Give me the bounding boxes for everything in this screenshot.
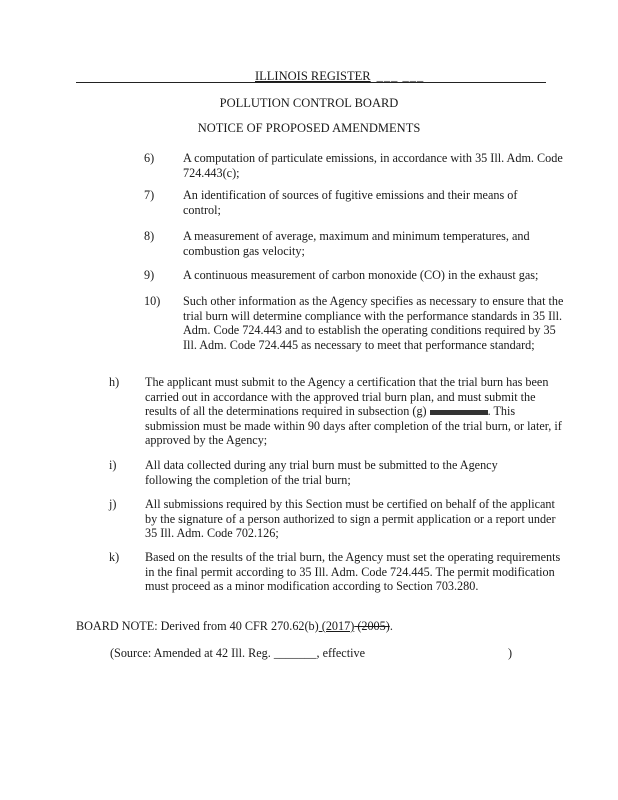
- item-number: 6): [144, 151, 155, 165]
- subsection-text: All data collected during any trial burn must be submitted to the Agency following the completion of the trial burn;: [145, 458, 498, 487]
- board-note-suffix: .: [389, 619, 393, 633]
- source-blank: _______: [270, 646, 317, 660]
- header-rule: [76, 82, 546, 83]
- board-note: [76, 619, 556, 634]
- notice-title: NOTICE OF PROPOSED AMENDMENTS: [197, 121, 421, 135]
- item-text: A measurement of average, maximum and minimum temperatures, and combustion gas velocity;: [183, 229, 530, 258]
- item-number: 9): [144, 268, 155, 282]
- item-text: A continuous measurement of carbon monoxide (CO) in the exhaust gas;: [183, 268, 539, 282]
- item-number: 10): [144, 294, 161, 308]
- source-line: [110, 646, 530, 661]
- item-text: Such other information as the Agency specifies as necessary to ensure that the trial burn will determine compliance with the performance standards in 35 Ill. Adm. Code 724.443 and to establish the operating conditions required by 35 Ill. Adm. Code 724.445 as necessary to meet that performance standard;: [183, 294, 564, 352]
- item-text: A computation of particulate emissions, in accordance with 35 Ill. Adm. Code 724.443(c);: [183, 151, 563, 180]
- subsection-letter: j): [109, 497, 117, 511]
- item-number: 7): [144, 188, 155, 202]
- subsection-letter: i): [109, 458, 117, 472]
- board-title: POLLUTION CONTROL BOARD: [219, 96, 399, 110]
- register-dashes: ___ ___: [376, 69, 425, 83]
- source-prefix: (Source: Amended at 42 Ill. Reg.: [110, 646, 271, 660]
- board-note-added: (2017): [318, 619, 355, 633]
- subsection-h-text-a: The applicant must submit to the Agency a certification that the trial burn has been carried out in accordance with the approved trial burn plan, and must submit the results of all the determinations required in subsection (g): [145, 375, 549, 418]
- board-note-struck: (2005): [354, 619, 390, 633]
- subsection-text: All submissions required by this Section must be certified on behalf of the applicant by the signature of a person authorized to sign a permit application or a report under 35 Ill. Adm. Code 702.126;: [145, 497, 556, 540]
- subsection-h-text-b: . This submission must be made within 90 days after completion of the trial burn, or later, if approved by the Agency;: [145, 404, 562, 447]
- subsection-text: Based on the results of the trial burn, the Agency must set the operating requirements in the final permit according to 35 Ill. Adm. Code 724.445. The permit modification must proceed as a minor modification according to Section 703.280.: [145, 550, 561, 593]
- source-mid: , effective: [316, 646, 365, 660]
- subsection-letter: h): [109, 375, 120, 389]
- item-number: 8): [144, 229, 155, 243]
- redaction-mark: [430, 410, 488, 415]
- subsection-letter: k): [109, 550, 120, 564]
- source-end: ): [508, 646, 513, 660]
- item-text: An identification of sources of fugitive emissions and their means of control;: [183, 188, 518, 217]
- register-title-text: ILLINOIS REGISTER: [255, 69, 371, 83]
- board-note-prefix: BOARD NOTE: Derived from 40 CFR 270.62(b): [76, 619, 319, 633]
- subsection-text: [145, 375, 570, 448]
